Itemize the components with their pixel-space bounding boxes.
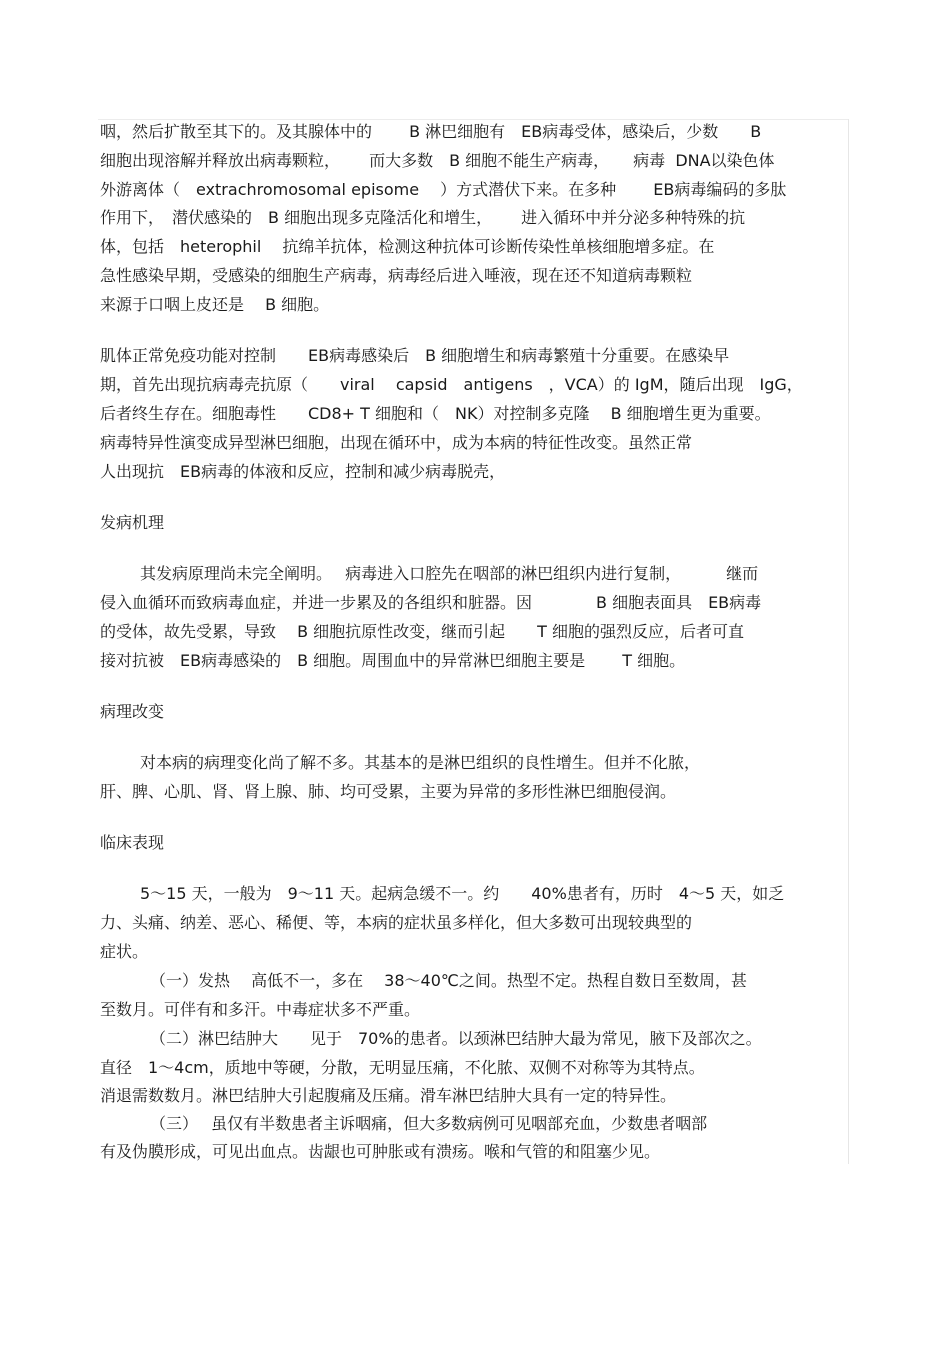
text-line: 症状。 (100, 942, 149, 961)
text-line: 接对抗被 EB病毒感染的 B 细胞。周围血中的异常淋巴细胞主要是 T 细胞。 (100, 651, 686, 670)
text-line: （一）发热 高低不一，多在 38～40℃之间。热型不定。热程自数日至数周，甚 (150, 971, 747, 990)
text-line: 人出现抗 EB病毒的体液和反应，控制和减少病毒脱壳， (100, 462, 506, 481)
text-line: 消退需数数月。淋巴结肿大引起腹痛及压痛。滑车淋巴结肿大具有一定的特异性。 (100, 1086, 677, 1105)
text-line: 来源于口咽上皮还是 B 细胞。 (100, 295, 330, 314)
text-line: 肌体正常免疫功能对控制 EB病毒感染后 B 细胞增生和病毒繁殖十分重要。在感染早 (100, 346, 730, 365)
text-line: 作用下， 潜伏感染的 B 细胞出现多克隆活化和增生， 进入循环中并分泌多种特殊的抗 (100, 208, 746, 227)
text-line: 5～15 天，一般为 9～11 天。起病急缓不一。约 40%患者有，历时 4～5 天，如乏 (140, 884, 785, 903)
text-line: 急性感染早期，受感染的细胞生产病毒，病毒经后进入唾液，现在还不知道病毒颗粒 (100, 266, 693, 285)
text-line: 后者终生存在。细胞毒性 CD8+ T 细胞和（ NK）对控制多克隆 B 细胞增生更为重要。 (100, 404, 771, 423)
text-line: 肝、脾、心肌、肾、肾上腺、肺、均可受累，主要为异常的多形性淋巴细胞侵润。 (100, 782, 677, 801)
text-line: 有及伪膜形成，可见出血点。齿龈也可肿胀或有溃疡。喉和气管的和阻塞少见。 (100, 1142, 661, 1161)
text-line: 其发病原理尚未完全阐明。 病毒进入口腔先在咽部的淋巴组织内进行复制， 继而 (140, 564, 759, 583)
section-heading: 病理改变 (100, 702, 165, 721)
text-line: 期，首先出现抗病毒壳抗原（ viral capsid antigens ，VCA）的 IgM，随后出现 IgG， (100, 375, 803, 394)
section-heading: 发病机理 (100, 513, 165, 532)
text-line: 力、头痛、纳差、恶心、稀便、等，本病的症状虽多样化，但大多数可出现较典型的 (100, 913, 693, 932)
text-line: 至数月。可伴有和多汗。中毒症状多不严重。 (100, 1000, 421, 1019)
page-border-top (98, 119, 848, 120)
text-line: 病毒特异性演变成异型淋巴细胞，出现在循环中，成为本病的特征性改变。虽然正常 (100, 433, 693, 452)
page-border-right (848, 119, 849, 1164)
text-line: 对本病的病理变化尚了解不多。其基本的是淋巴组织的良性增生。但并不化脓， (140, 753, 701, 772)
text-line: 咽，然后扩散至其下的。及其腺体中的 B 淋巴细胞有 EB病毒受体，感染后，少数 B (100, 122, 762, 141)
text-line: 的受体，故先受累，导致 B 细胞抗原性改变，继而引起 T 细胞的强烈反应，后者可直 (100, 622, 745, 641)
text-line: （二）淋巴结肿大 见于 70%的患者。以颈淋巴结肿大最为常见，腋下及部次之。 (150, 1029, 762, 1048)
text-line: （三） 虽仅有半数患者主诉咽痛，但大多数病例可见咽部充血，少数患者咽部 (150, 1114, 708, 1133)
section-heading: 临床表现 (100, 833, 165, 852)
text-line: 直径 1～4cm，质地中等硬，分散，无明显压痛，不化脓、双侧不对称等为其特点。 (100, 1058, 705, 1077)
text-line: 细胞出现溶解并释放出病毒颗粒， 而大多数 B 细胞不能生产病毒， 病毒 DNA以染色体 (100, 151, 775, 170)
text-line: 侵入血循环而致病毒血症，并进一步累及的各组织和脏器。因 B 细胞表面具 EB病毒 (100, 593, 762, 612)
text-line: 体，包括 heterophil 抗绵羊抗体，检测这种抗体可诊断传染性单核细胞增多症。在 (100, 237, 715, 256)
text-line: 外游离体（ extrachromosomal episome ）方式潜伏下来。在多种 EB病毒编码的多肽 (100, 180, 787, 199)
